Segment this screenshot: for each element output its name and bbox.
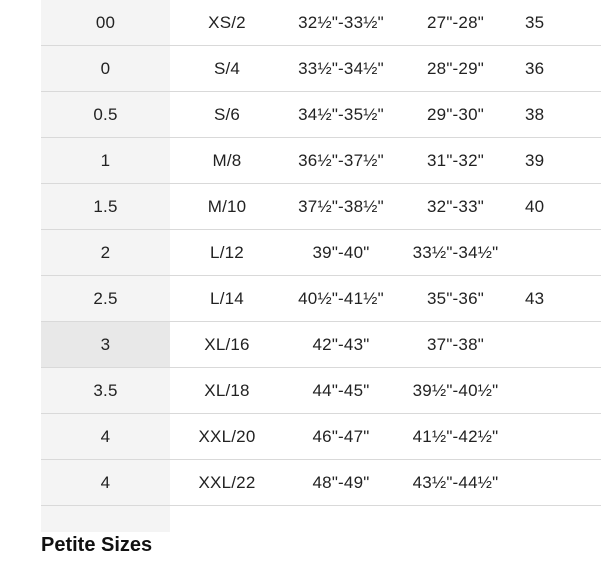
measurement-cell — [513, 368, 601, 414]
measurement-cell — [513, 460, 601, 506]
measurement-cell: 40½"-41½" — [284, 276, 398, 322]
table-spacer-row — [41, 506, 601, 533]
measurement-cell: 35"-36" — [398, 276, 513, 322]
size-chart-viewport[interactable] — [41, 0, 545, 536]
measurement-cell: 32"-33" — [398, 184, 513, 230]
table-row — [41, 230, 601, 276]
measurement-cell: 42"-43" — [284, 322, 398, 368]
table-row — [41, 276, 601, 322]
measurement-cell: 34½"-35½" — [284, 92, 398, 138]
measurement-cell: 43 — [513, 276, 601, 322]
size-number-cell: 0 — [41, 46, 170, 92]
measurement-cell: 43½"-44½" — [398, 460, 513, 506]
size-label-cell: XXL/22 — [170, 460, 284, 506]
section-heading-petite-sizes: Petite Sizes — [41, 534, 153, 556]
size-label-cell: L/14 — [170, 276, 284, 322]
measurement-cell: 28"-29" — [398, 46, 513, 92]
size-number-cell: 00 — [41, 0, 170, 46]
size-number-cell: 1.5 — [41, 184, 170, 230]
size-label-cell: XL/18 — [170, 368, 284, 414]
size-number-cell: 4 — [41, 460, 170, 506]
size-label-cell: S/4 — [170, 46, 284, 92]
measurement-cell: 38 — [513, 92, 601, 138]
spacer-cell — [284, 506, 398, 533]
measurement-cell: 44"-45" — [284, 368, 398, 414]
measurement-cell: 31"-32" — [398, 138, 513, 184]
size-label-cell: XS/2 — [170, 0, 284, 46]
measurement-cell: 40 — [513, 184, 601, 230]
measurement-cell: 41½"-42½" — [398, 414, 513, 460]
measurement-cell: 33½"-34½" — [398, 230, 513, 276]
measurement-cell: 39"-40" — [284, 230, 398, 276]
measurement-cell: 37½"-38½" — [284, 184, 398, 230]
size-chart-table — [41, 0, 601, 532]
table-row — [41, 368, 601, 414]
measurement-cell: 27"-28" — [398, 0, 513, 46]
measurement-cell: 39 — [513, 138, 601, 184]
size-number-cell: 3.5 — [41, 368, 170, 414]
measurement-cell: 35 — [513, 0, 601, 46]
measurement-cell: 48"-49" — [284, 460, 398, 506]
size-label-cell: XXL/20 — [170, 414, 284, 460]
measurement-cell: 36 — [513, 46, 601, 92]
size-number-cell: 4 — [41, 414, 170, 460]
table-row-highlighted — [41, 322, 601, 368]
measurement-cell — [513, 414, 601, 460]
spacer-cell — [41, 506, 170, 533]
table-row — [41, 184, 601, 230]
measurement-cell: 36½"-37½" — [284, 138, 398, 184]
measurement-cell: 39½"-40½" — [398, 368, 513, 414]
size-label-cell: M/8 — [170, 138, 284, 184]
spacer-cell — [170, 506, 284, 533]
table-row — [41, 460, 601, 506]
measurement-cell: 32½"-33½" — [284, 0, 398, 46]
size-number-cell: 2 — [41, 230, 170, 276]
size-number-cell: 2.5 — [41, 276, 170, 322]
spacer-cell — [513, 506, 601, 533]
table-row — [41, 414, 601, 460]
size-number-cell: 3 — [41, 322, 170, 368]
measurement-cell — [513, 322, 601, 368]
size-number-cell: 1 — [41, 138, 170, 184]
measurement-cell: 29"-30" — [398, 92, 513, 138]
measurement-cell — [513, 230, 601, 276]
size-number-cell: 0.5 — [41, 92, 170, 138]
measurement-cell: 37"-38" — [398, 322, 513, 368]
measurement-cell: 33½"-34½" — [284, 46, 398, 92]
size-label-cell: XL/16 — [170, 322, 284, 368]
table-row — [41, 138, 601, 184]
size-label-cell: L/12 — [170, 230, 284, 276]
table-row — [41, 92, 601, 138]
measurement-cell: 46"-47" — [284, 414, 398, 460]
size-label-cell: S/6 — [170, 92, 284, 138]
size-chart-body — [41, 0, 601, 532]
table-row — [41, 0, 601, 46]
size-label-cell: M/10 — [170, 184, 284, 230]
table-row — [41, 46, 601, 92]
spacer-cell — [398, 506, 513, 533]
